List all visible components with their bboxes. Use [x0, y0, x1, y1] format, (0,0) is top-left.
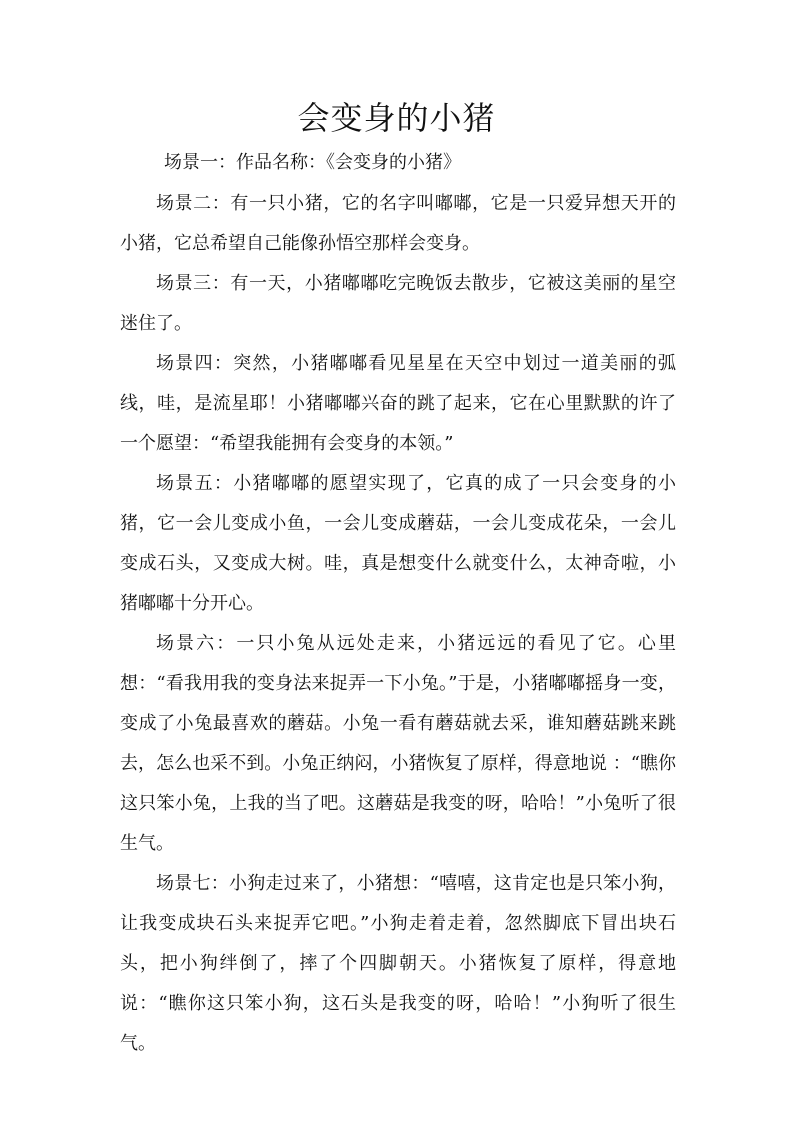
story-body	[120, 184, 676, 1064]
scene-3-paragraph: 场景三：有一天，小猪嘟嘟吃完晚饭去散步，它被这美丽的星空迷住了。	[120, 273, 676, 334]
scene-7-paragraph: 场景七：小狗走过来了，小猪想：“嘻嘻，这肯定也是只笨小狗，让我变成块石头来捉弄它吧。”小狗走着走着，忽然脚底下冒出块石头，把小狗绊倒了，摔了个四脚朝天。小猪恢复了原样，得意地说：“瞧你这只笨小狗，这石头是我变的呀，哈哈！”小狗听了很生气。	[120, 873, 676, 1054]
document-title: 会变身的小猪	[297, 99, 496, 137]
scene-5-paragraph: 场景五：小猪嘟嘟的愿望实现了，它真的成了一只会变身的小猪，它一会儿变成小鱼，一会儿变成蘑菇，一会儿变成花朵，一会儿变成石头，又变成大树。哇，真是想变什么就变什么，太神奇啦，小猪嘟嘟十分开心。	[120, 473, 676, 614]
scene-2-paragraph: 场景二：有一只小猪，它的名字叫嘟嘟，它是一只爱异想天开的小猪，它总希望自己能像孙悟空那样会变身。	[120, 193, 676, 254]
scene-1-subtitle: 场景一：作品名称：《会变身的小猪》	[164, 152, 461, 173]
scene-6-paragraph: 场景六：一只小兔从远处走来，小猪远远的看见了它。心里想：“看我用我的变身法来捉弄一下小兔。”于是，小猪嘟嘟摇身一变，变成了小兔最喜欢的蘑菇。小兔一看有蘑菇就去采，谁知蘑菇跳来跳去，怎么也采不到。小兔正纳闷，小猪恢复了原样，得意地说 ：“瞧你这只笨小兔，上我的当了吧。这蘑菇是我变的呀，哈哈！”小兔听了很生气。	[120, 633, 676, 854]
scene-4-paragraph: 场景四：突然，小猪嘟嘟看见星星在天空中划过一道美丽的弧线，哇，是流星耶！小猪嘟嘟兴奋的跳了起来，它在心里默默的许了一个愿望：“希望我能拥有会变身的本领。”	[120, 353, 676, 454]
